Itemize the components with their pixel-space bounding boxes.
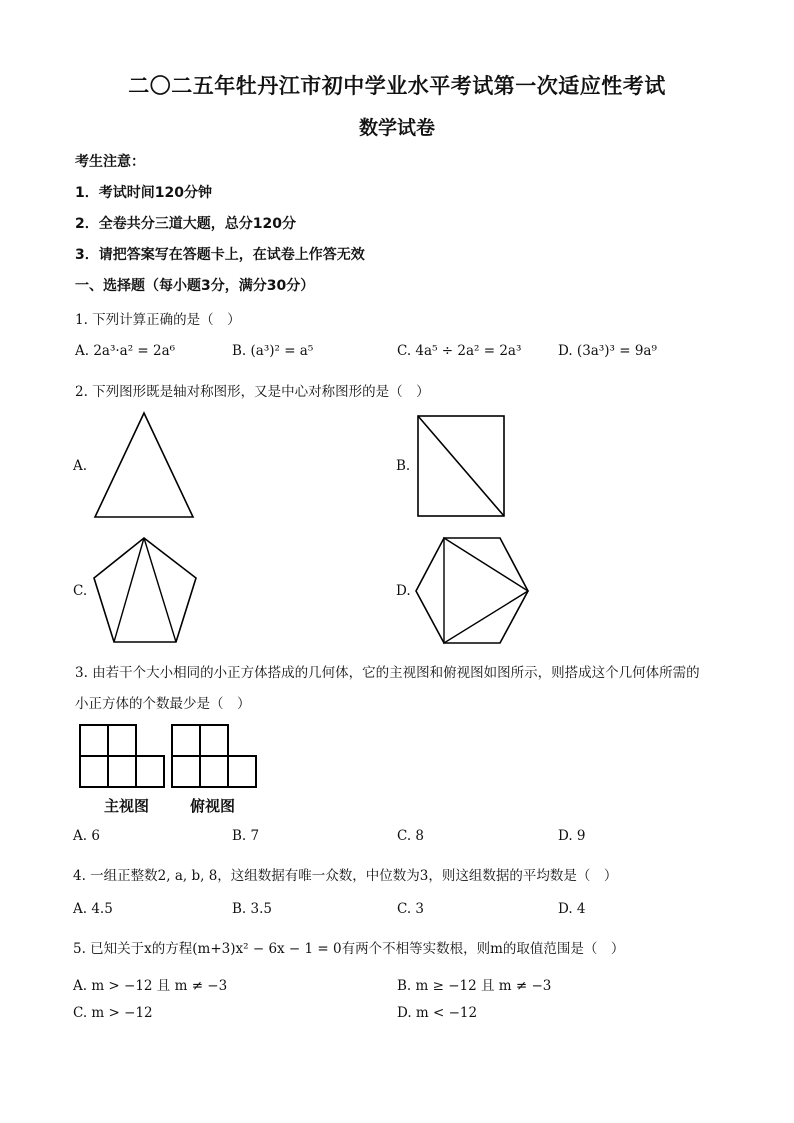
q2-option-d-label[interactable]: D. — [396, 583, 411, 599]
q5-option-a[interactable]: A. m > −12 且 m ≠ −3 — [73, 978, 228, 994]
notice-item: 2．全卷共分三道大题，总分120分 — [75, 216, 296, 232]
front-view-label: 主视图 — [104, 797, 150, 815]
q4-option-a[interactable]: A. 4.5 — [73, 901, 113, 917]
q2-option-a-label[interactable]: A. — [73, 458, 88, 474]
question-2-stem: 2. 下列图形既是轴对称图形，又是中心对称图形的是（ ） — [75, 384, 430, 400]
q3-option-d[interactable]: D. 9 — [558, 828, 586, 844]
q3-option-b[interactable]: B. 7 — [232, 828, 260, 844]
q5-option-d[interactable]: D. m < −12 — [397, 1005, 478, 1021]
q4-option-b[interactable]: B. 3.5 — [232, 901, 272, 917]
q3-option-a[interactable]: A. 6 — [73, 828, 100, 844]
notice-item: 3．请把答案写在答题卡上，在试卷上作答无效 — [75, 247, 365, 263]
q1-option-d[interactable]: D. (3a³)³ = 9a⁹ — [558, 343, 657, 359]
q1-option-b[interactable]: B. (a³)² = a⁵ — [232, 343, 314, 359]
question-3-stem-line2: 小正方体的个数最少是（ ） — [75, 696, 251, 712]
top-view-grid — [172, 725, 256, 787]
notice-heading: 考生注意： — [75, 154, 145, 170]
question-4-stem: 4. 一组正整数2, a, b, 8，这组数据有唯一众数，中位数为3，则这组数据的平均数是（ ） — [73, 868, 618, 884]
question-5-stem: 5. 已知关于x的方程(m+3)x² − 6x − 1 = 0有两个不相等实数根，则m的取值范围是（ ） — [73, 941, 625, 957]
q1-option-c[interactable]: C. 4a⁵ ÷ 2a² = 2a³ — [397, 343, 522, 359]
question-1-stem: 1. 下列计算正确的是（ ） — [75, 312, 241, 328]
exam-title: 二〇二五年牡丹江市初中学业水平考试第一次适应性考试 — [128, 74, 666, 98]
q3-option-c[interactable]: C. 8 — [397, 828, 425, 844]
section-heading: 一、选择题（每小题3分，满分30分） — [75, 278, 315, 294]
question-3-stem-line1: 3. 由若干个大小相同的小正方体搭成的几何体，它的主视图和俯视图如图所示，则搭成这个几何体所需的 — [75, 665, 700, 681]
q2-option-b-label[interactable]: B. — [396, 458, 411, 474]
top-view-label: 俯视图 — [190, 797, 236, 815]
q4-option-c[interactable]: C. 3 — [397, 901, 425, 917]
q5-option-c[interactable]: C. m > −12 — [73, 1005, 153, 1021]
q1-option-a[interactable]: A. 2a³·a² = 2a⁶ — [75, 343, 176, 359]
q4-option-d[interactable]: D. 4 — [558, 901, 586, 917]
q5-option-b[interactable]: B. m ≥ −12 且 m ≠ −3 — [397, 978, 552, 994]
front-view-grid — [80, 725, 164, 787]
q2-option-c-label[interactable]: C. — [73, 583, 88, 599]
notice-item: 1．考试时间120分钟 — [75, 185, 212, 201]
exam-subtitle: 数学试卷 — [358, 117, 435, 139]
